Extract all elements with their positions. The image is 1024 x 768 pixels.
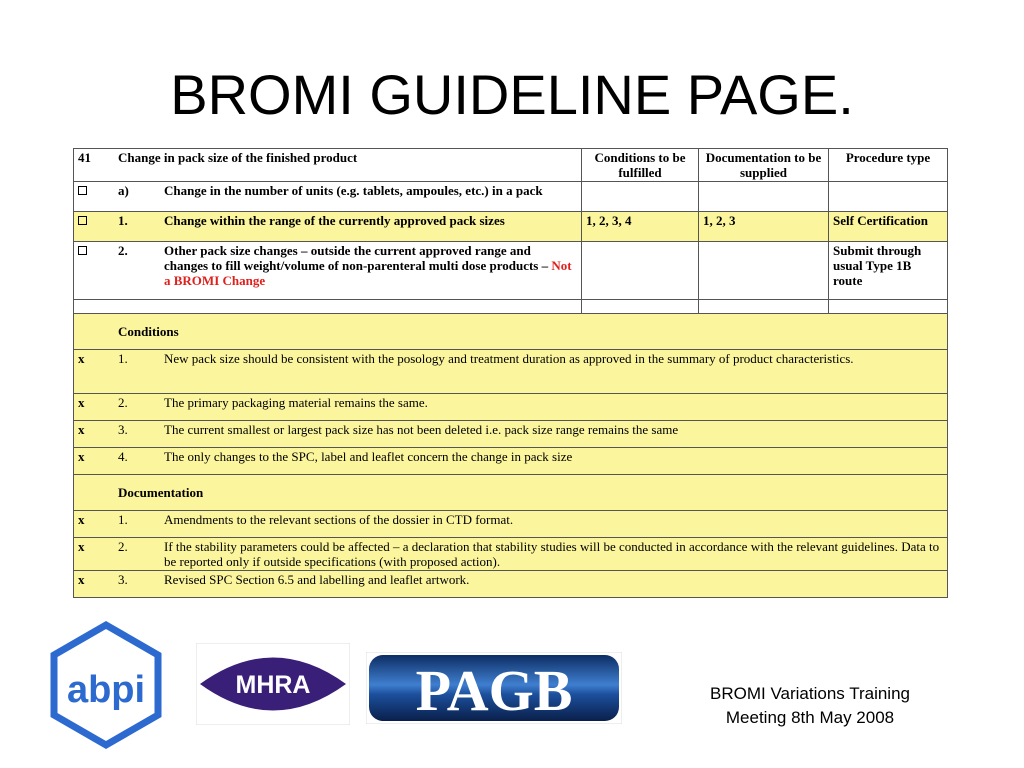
- item-number: 4.: [118, 449, 128, 464]
- documentation-heading: Documentation: [118, 485, 204, 500]
- conditions-heading: Conditions: [118, 324, 179, 339]
- procedure-column-header: Procedure type: [829, 149, 948, 182]
- row-text: Change in the number of units (e.g. tablets, ampoules, etc.) in a pack: [164, 183, 543, 198]
- condition-row: [74, 350, 948, 394]
- checkbox-icon: [78, 243, 118, 288]
- mhra-ellipse-icon: [196, 643, 350, 725]
- item-text: If the stability parameters could be affected – a declaration that stability studies will be conducted in accordance with the relevant guidelines. Data to be reported only if outside specifications (with proposed action).: [164, 539, 940, 569]
- documentation-row: [74, 511, 948, 538]
- row-label: 2.: [118, 243, 128, 258]
- spacer-row: [74, 300, 948, 314]
- footer-note: [680, 682, 940, 730]
- documentation-row: [74, 538, 948, 571]
- documentation-column-header: Documentation to be supplied: [699, 149, 829, 182]
- item-text: Amendments to the relevant sections of the dossier in CTD format.: [164, 512, 514, 527]
- not-bromi-note: Not a BROMI Change: [164, 258, 572, 288]
- condition-row: [74, 394, 948, 421]
- conditions-heading-row: [74, 314, 948, 350]
- item-text: The only changes to the SPC, label and leaflet concern the change in pack size: [164, 449, 573, 464]
- checkbox-icon: [78, 213, 118, 228]
- x-mark: x: [78, 512, 85, 527]
- footer-line-2: Meeting 8th May 2008: [725, 708, 895, 727]
- pagb-banner-icon: [366, 652, 622, 724]
- row-text: Other pack size changes – outside the current approved range and changes to fill weight/volume of non-parenteral multi dose products –: [164, 243, 552, 273]
- x-mark: x: [78, 572, 85, 587]
- item-text: The current smallest or largest pack size has not been deleted i.e. pack size range remains the same: [164, 422, 679, 437]
- x-mark: x: [78, 422, 85, 437]
- condition-row: [74, 421, 948, 448]
- condition-row: [74, 448, 948, 475]
- item-number: 1.: [118, 512, 128, 527]
- table-row-a: [74, 182, 948, 212]
- abpi-hexagon-icon: [45, 617, 168, 753]
- mhra-logo: [196, 643, 350, 725]
- row-text: Change within the range of the currently approved pack sizes: [164, 213, 505, 228]
- row-label: a): [118, 183, 129, 198]
- mhra-wordmark: MHRA: [235, 671, 311, 699]
- x-mark: x: [78, 395, 85, 410]
- pagb-wordmark: PAGB: [415, 658, 573, 723]
- guideline-table: [73, 148, 948, 598]
- item-number: 1.: [118, 351, 128, 366]
- x-mark: x: [78, 539, 85, 554]
- item-number: 2.: [118, 539, 128, 554]
- item-text: New pack size should be consistent with the posology and treatment duration as approved in the summary of product characteristics.: [164, 351, 854, 366]
- item-text: The primary packaging material remains the same.: [164, 395, 428, 410]
- x-mark: x: [78, 351, 85, 366]
- documentation-heading-row: [74, 475, 948, 511]
- abpi-logo: [45, 617, 168, 753]
- row-1-documentation: 1, 2, 3: [699, 212, 829, 242]
- table-row-1: [74, 212, 948, 242]
- section-number: 41: [78, 150, 91, 165]
- row-label: 1.: [118, 213, 128, 228]
- item-number: 3.: [118, 422, 128, 437]
- item-number: 3.: [118, 572, 128, 587]
- pagb-logo: [366, 652, 622, 724]
- section-description: Change in pack size of the finished product: [118, 150, 358, 165]
- x-mark: x: [78, 449, 85, 464]
- abpi-wordmark: abpi: [66, 669, 146, 711]
- slide-title: BROMI GUIDELINE PAGE.: [170, 63, 854, 126]
- row-2-procedure: Submit through usual Type 1B route: [829, 242, 948, 300]
- table-row-2: [74, 242, 948, 300]
- item-number: 2.: [118, 395, 128, 410]
- documentation-row: [74, 571, 948, 598]
- row-1-procedure: Self Certification: [829, 212, 948, 242]
- table-header-row: [74, 149, 948, 182]
- item-text: Revised SPC Section 6.5 and labelling and leaflet artwork.: [164, 572, 470, 587]
- checkbox-icon: [78, 183, 118, 198]
- footer-line-1: BROMI Variations Training: [710, 684, 910, 703]
- conditions-column-header: Conditions to be fulfilled: [582, 149, 699, 182]
- row-1-conditions: 1, 2, 3, 4: [582, 212, 699, 242]
